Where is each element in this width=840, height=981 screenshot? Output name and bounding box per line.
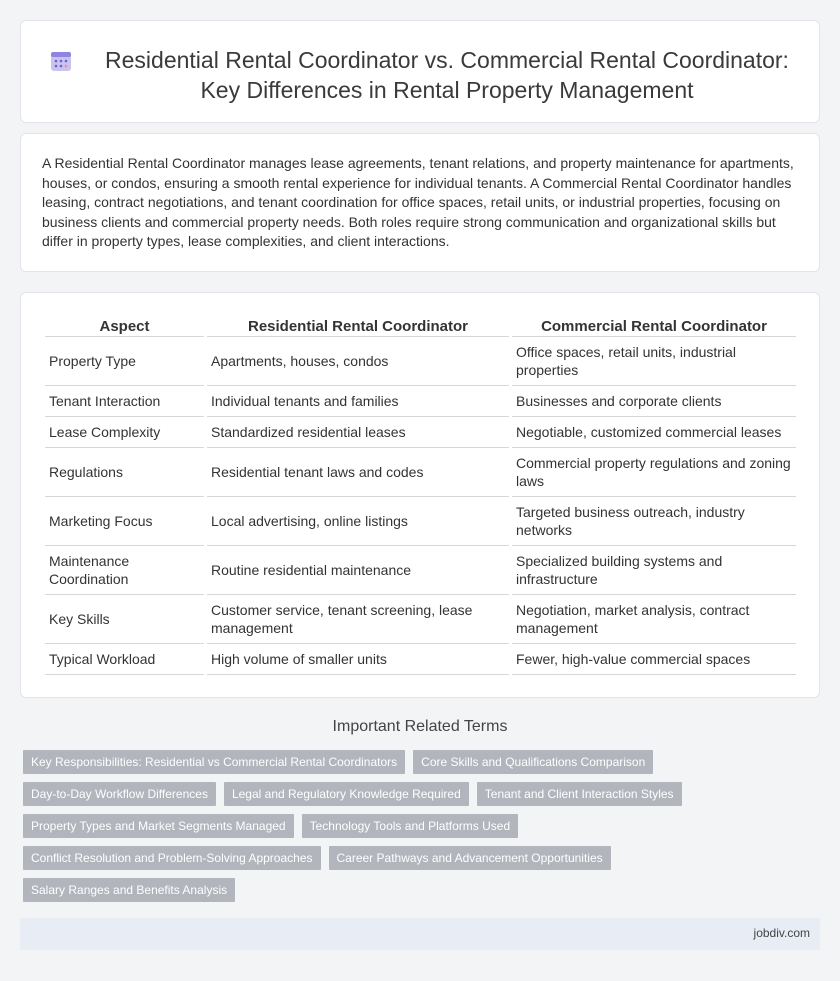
related-term-tag[interactable]: Conflict Resolution and Problem-Solving Approaches [23, 846, 321, 870]
table-cell: Negotiation, market analysis, contract management [512, 595, 796, 644]
tag-row [23, 846, 813, 870]
related-term-tag[interactable]: Legal and Regulatory Knowledge Required [224, 782, 469, 806]
related-term-tag[interactable]: Key Responsibilities: Residential vs Commercial Rental Coordinators [23, 750, 405, 774]
tag-row [23, 814, 813, 838]
related-term-tag[interactable]: Technology Tools and Platforms Used [302, 814, 519, 838]
table-cell: Apartments, houses, condos [207, 337, 509, 386]
footer [20, 918, 820, 950]
table-cell: Office spaces, retail units, industrial properties [512, 337, 796, 386]
related-term-tag[interactable]: Career Pathways and Advancement Opportunities [329, 846, 611, 870]
table-cell: Specialized building systems and infrastructure [512, 546, 796, 595]
table-cell: Key Skills [45, 595, 204, 644]
comparison-card [20, 292, 820, 698]
table-cell: High volume of smaller units [207, 644, 509, 675]
table-row [45, 497, 796, 546]
table-row [45, 337, 796, 386]
table-cell: Standardized residential leases [207, 417, 509, 448]
related-term-tag[interactable]: Day-to-Day Workflow Differences [23, 782, 216, 806]
table-header-row [45, 316, 796, 337]
page-title: Residential Rental Coordinator vs. Commercial Rental Coordinator: Key Differences in Rental Property Management [105, 47, 789, 103]
table-row [45, 417, 796, 448]
table-cell: Individual tenants and families [207, 386, 509, 417]
table-row [45, 448, 796, 497]
intro-paragraph: A Residential Rental Coordinator manages lease agreements, tenant relations, and property maintenance for apartments, houses, or condos, ensuring a smooth rental experience for individual tenants. A Commercial Rental Coordinator handles leasing, contract negotiations, and tenant coordination for office spaces, retail units, or industrial properties, focusing on business clients and commercial property needs. Both roles require strong communication and organizational skills but differ in property types, lease complexities, and client interactions. [42, 155, 794, 250]
table-cell: Routine residential maintenance [207, 546, 509, 595]
document-list-icon [49, 49, 73, 73]
table-cell: Tenant Interaction [45, 386, 204, 417]
header-card [20, 20, 820, 123]
comparison-table [42, 316, 799, 675]
table-row [45, 546, 796, 595]
related-terms-heading: Important Related Terms [332, 718, 508, 735]
table-cell: Regulations [45, 448, 204, 497]
table-cell: Commercial property regulations and zoning laws [512, 448, 796, 497]
table-cell: Targeted business outreach, industry networks [512, 497, 796, 546]
related-term-tag[interactable]: Tenant and Client Interaction Styles [477, 782, 682, 806]
related-terms-list [23, 750, 813, 910]
table-cell: Local advertising, online listings [207, 497, 509, 546]
table-cell: Negotiable, customized commercial leases [512, 417, 796, 448]
intro-card [20, 133, 820, 272]
table-row [45, 386, 796, 417]
table-cell: Residential tenant laws and codes [207, 448, 509, 497]
header-aspect: Aspect [45, 316, 204, 337]
related-term-tag[interactable]: Salary Ranges and Benefits Analysis [23, 878, 235, 902]
tag-row [23, 782, 813, 806]
table-cell: Businesses and corporate clients [512, 386, 796, 417]
tag-row [23, 750, 813, 774]
table-cell: Property Type [45, 337, 204, 386]
table-cell: Typical Workload [45, 644, 204, 675]
table-cell: Customer service, tenant screening, lease management [207, 595, 509, 644]
table-cell: Fewer, high-value commercial spaces [512, 644, 796, 675]
table-cell: Maintenance Coordination [45, 546, 204, 595]
table-row [45, 644, 796, 675]
header-commercial: Commercial Rental Coordinator [512, 316, 796, 337]
footer-site-link[interactable]: jobdiv.com [753, 926, 810, 940]
table-cell: Lease Complexity [45, 417, 204, 448]
tag-row [23, 878, 813, 902]
table-cell: Marketing Focus [45, 497, 204, 546]
related-term-tag[interactable]: Property Types and Market Segments Managed [23, 814, 294, 838]
header-residential: Residential Rental Coordinator [207, 316, 509, 337]
table-row [45, 595, 796, 644]
related-term-tag[interactable]: Core Skills and Qualifications Comparison [413, 750, 653, 774]
